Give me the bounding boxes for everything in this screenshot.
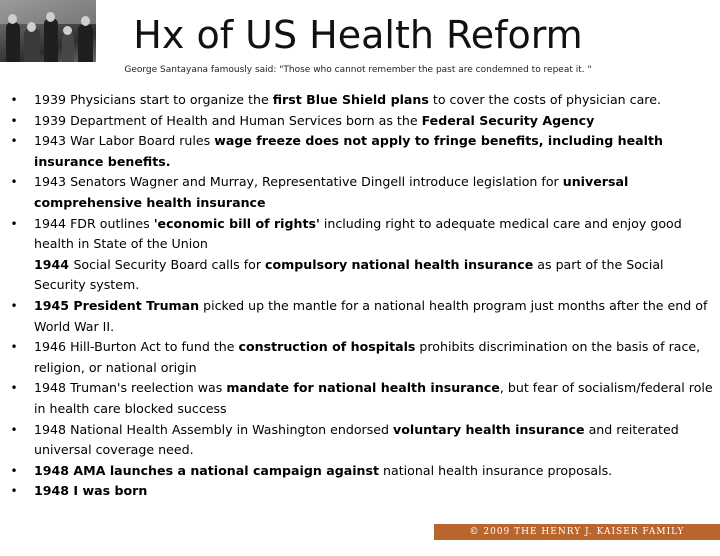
item-text: national health insurance proposals. bbox=[379, 462, 613, 478]
item-text: , but fear of socialism/federal role in health care blocked success bbox=[34, 380, 713, 416]
bullet-icon: • bbox=[10, 113, 18, 128]
bullet-icon: • bbox=[10, 463, 18, 478]
emphasis-text: 1948 AMA launches a national campaign against bbox=[34, 462, 380, 478]
item-text: National Health Assembly in Washington endorsed bbox=[70, 421, 394, 437]
bullet-icon: • bbox=[10, 175, 18, 190]
copyright-footer: © 2009 THE HENRY J. KAISER FAMILY FOUNDATION bbox=[434, 524, 720, 540]
item-text: 1948 bbox=[34, 380, 71, 396]
item-text: 1944 bbox=[34, 215, 71, 231]
timeline-item bbox=[0, 378, 720, 419]
bullet-icon: • bbox=[10, 340, 18, 355]
timeline-item bbox=[0, 481, 720, 502]
item-text: Truman's reelection was bbox=[70, 380, 227, 396]
item-text: picked up the mantle for a national health program just months after the end of World War II. bbox=[34, 297, 708, 334]
page-title: Hx of US Health Reform bbox=[133, 13, 583, 57]
emphasis-text: Federal Security Agency bbox=[421, 112, 595, 128]
item-text: 1939 bbox=[34, 92, 71, 107]
item-text: 1948 bbox=[34, 421, 71, 437]
timeline-item bbox=[0, 131, 720, 172]
emphasis-text: 1945 President Truman bbox=[34, 297, 200, 313]
bullet-icon: • bbox=[10, 93, 18, 107]
item-text: Department of Health and Human Services born as the bbox=[70, 112, 422, 128]
item-text: and reiterated universal coverage need. bbox=[34, 421, 679, 458]
item-text: Social Security Board calls for bbox=[73, 256, 266, 272]
bullet-icon: • bbox=[10, 422, 18, 437]
item-text: as part of the Social Security system. bbox=[34, 256, 664, 293]
item-text: 1946 bbox=[34, 339, 71, 355]
timeline-item bbox=[0, 172, 720, 213]
item-text: FDR outlines bbox=[70, 215, 154, 231]
item-text: 1943 bbox=[34, 174, 71, 190]
item-text: 1943 bbox=[34, 133, 71, 149]
emphasis-text: mandate for national health insurance bbox=[226, 380, 500, 396]
bullet-icon: • bbox=[10, 484, 18, 499]
emphasis-text: universal comprehensive health insurance bbox=[34, 174, 629, 210]
bullet-icon: • bbox=[10, 381, 18, 396]
timeline-item bbox=[0, 420, 720, 461]
item-text: War Labor Board rules bbox=[70, 133, 215, 149]
bullet-icon: • bbox=[10, 134, 18, 149]
emphasis-text: 1948 I was born bbox=[34, 483, 148, 499]
historical-photo bbox=[0, 0, 96, 62]
item-text: Senators Wagner and Murray, Representative Dingell introduce legislation for bbox=[70, 174, 563, 190]
timeline-item bbox=[0, 111, 720, 132]
emphasis-text: 'economic bill of rights' bbox=[153, 215, 320, 231]
timeline-item bbox=[0, 461, 720, 482]
item-text: 1939 bbox=[34, 112, 71, 128]
item-text: prohibits discrimination on the basis of race, religion, or national origin bbox=[34, 339, 701, 375]
item-text: to cover the costs of physician care. bbox=[428, 92, 661, 107]
item-text: Physicians start to organize the bbox=[70, 92, 273, 107]
bullet-icon: • bbox=[10, 216, 18, 231]
timeline-item bbox=[0, 337, 720, 378]
item-text: Hill-Burton Act to fund the bbox=[70, 339, 239, 355]
emphasis-text: 1944 bbox=[34, 256, 74, 272]
emphasis-text: wage freeze does not apply to fringe benefits, including health insurance benefits. bbox=[34, 133, 663, 169]
timeline-item bbox=[0, 296, 720, 337]
item-text: including right to adequate medical care and enjoy good health in State of the Union bbox=[34, 215, 682, 252]
bullet-icon: • bbox=[10, 298, 18, 313]
emphasis-text: compulsory national health insurance bbox=[265, 256, 534, 272]
emphasis-text: first Blue Shield plans bbox=[272, 92, 429, 107]
timeline-list bbox=[0, 90, 720, 502]
emphasis-text: voluntary health insurance bbox=[393, 421, 585, 437]
subtitle-quote: George Santayana famously said: "Those who cannot remember the past are condemned to repeat it. " bbox=[124, 65, 592, 75]
timeline-item bbox=[0, 90, 720, 111]
emphasis-text: construction of hospitals bbox=[238, 339, 416, 355]
timeline-item bbox=[0, 214, 720, 296]
